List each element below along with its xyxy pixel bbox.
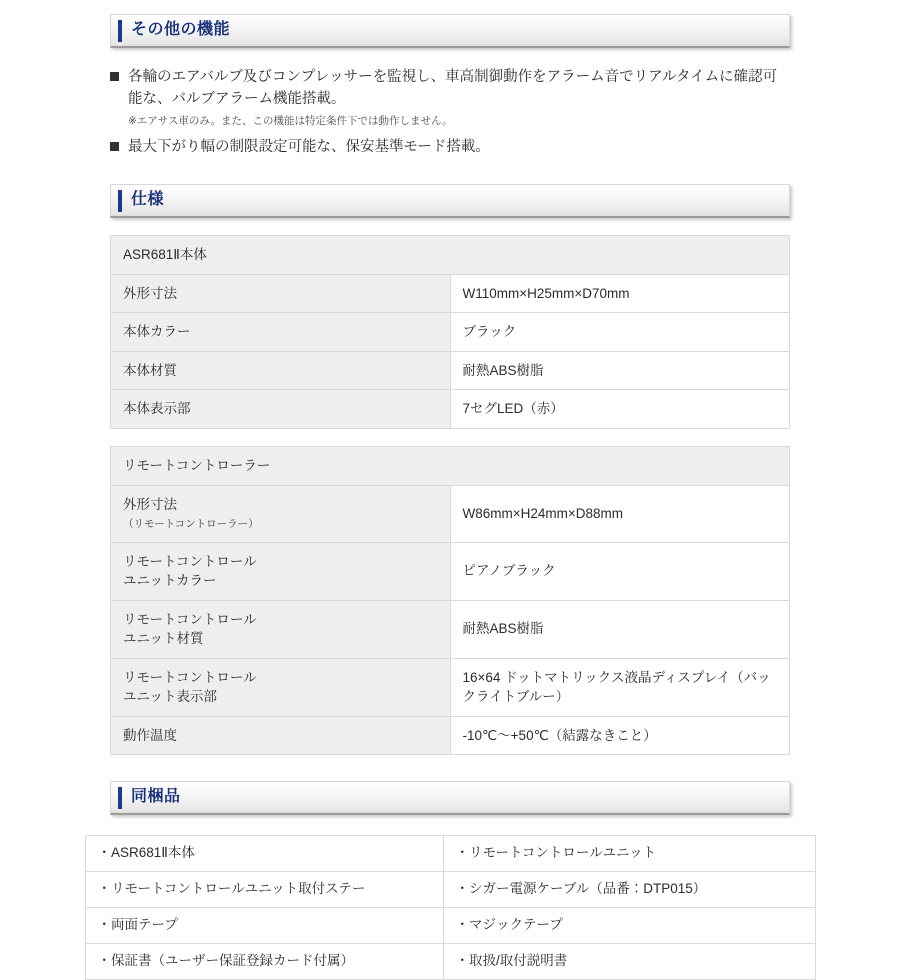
table-row bbox=[85, 944, 815, 980]
table-row bbox=[111, 485, 790, 542]
row-label: リモートコントロール ユニットカラー bbox=[111, 542, 451, 600]
feature-text: 最大下がり幅の制限設定可能な、保安基準モード搭載。 bbox=[128, 138, 490, 155]
row-label: 外形寸法 bbox=[111, 274, 451, 313]
accent-bar-icon bbox=[118, 190, 122, 212]
row-value: 16×64 ドットマトリックス液晶ディスプレイ（バックライトブルー） bbox=[450, 658, 790, 716]
included-items-table bbox=[85, 835, 816, 980]
square-bullet-icon bbox=[110, 142, 119, 151]
row-label bbox=[111, 485, 451, 542]
item-cell: ・ASR681Ⅱ本体 bbox=[85, 836, 443, 872]
feature-text: 各輪のエアバルブ及びコンプレッサーを監視し、車高制御動作をアラーム音でリアルタイムに確認可能な、バルブアラーム機能搭載。 bbox=[128, 69, 778, 108]
feature-note: ※エアサス車のみ。また、この機能は特定条件下では動作しません。 bbox=[128, 114, 453, 127]
spec-table-main-unit bbox=[110, 235, 790, 429]
square-bullet-icon bbox=[110, 72, 119, 81]
item-cell: ・シガー電源ケーブル（品番：DTP015） bbox=[443, 872, 815, 908]
table-row bbox=[111, 274, 790, 313]
table-row bbox=[85, 908, 815, 944]
feature-body bbox=[128, 136, 790, 158]
row-label: リモートコントロール ユニット材質 bbox=[111, 600, 451, 658]
table-row bbox=[111, 313, 790, 352]
row-value: 耐熱ABS樹脂 bbox=[450, 600, 790, 658]
item-cell: ・リモートコントロールユニット取付ステー bbox=[85, 872, 443, 908]
row-label: 動作温度 bbox=[111, 716, 451, 755]
item-cell: ・取扱/取付説明書 bbox=[443, 944, 815, 980]
accent-bar-icon bbox=[118, 787, 122, 809]
section-spacer bbox=[0, 755, 900, 781]
feature-item bbox=[110, 66, 790, 130]
table-row bbox=[85, 872, 815, 908]
row-value: -10℃〜+50℃（結露なきこと） bbox=[450, 716, 790, 755]
row-value: 7セグLED（赤） bbox=[450, 390, 790, 429]
section-title-included-items: 同梱品 bbox=[131, 788, 181, 806]
row-label-sub: （リモートコントローラー） bbox=[123, 517, 259, 530]
item-cell: ・リモートコントロールユニット bbox=[443, 836, 815, 872]
accent-bar-icon bbox=[118, 20, 122, 42]
feature-body bbox=[128, 66, 790, 130]
item-cell: ・マジックテープ bbox=[443, 908, 815, 944]
row-label: 本体表示部 bbox=[111, 390, 451, 429]
row-value: ピアノブラック bbox=[450, 542, 790, 600]
row-value: W110mm×H25mm×D70mm bbox=[450, 274, 790, 313]
section-title-specifications: 仕様 bbox=[131, 191, 165, 209]
table-row bbox=[111, 390, 790, 429]
group-label: リモートコントローラー bbox=[111, 446, 790, 485]
table-row bbox=[111, 658, 790, 716]
table-row-group bbox=[111, 446, 790, 485]
item-cell: ・保証書（ユーザー保証登録カード付属） bbox=[85, 944, 443, 980]
section-spacer bbox=[0, 164, 900, 184]
row-value: ブラック bbox=[450, 313, 790, 352]
group-label: ASR681Ⅱ本体 bbox=[111, 236, 790, 275]
row-label: 本体材質 bbox=[111, 351, 451, 390]
feature-list bbox=[110, 66, 790, 158]
spec-table-remote-controller bbox=[110, 446, 790, 756]
row-label: 本体カラー bbox=[111, 313, 451, 352]
section-header-included-items bbox=[110, 781, 790, 815]
feature-item bbox=[110, 136, 790, 158]
table-row bbox=[111, 542, 790, 600]
row-value: W86mm×H24mm×D88mm bbox=[450, 485, 790, 542]
section-title-other-features: その他の機能 bbox=[131, 21, 231, 38]
table-row bbox=[111, 600, 790, 658]
table-row-group bbox=[111, 236, 790, 275]
table-row bbox=[111, 716, 790, 755]
top-spacer bbox=[0, 0, 900, 14]
row-label: リモートコントロール ユニット表示部 bbox=[111, 658, 451, 716]
table-row bbox=[111, 351, 790, 390]
section-header-specifications bbox=[110, 184, 790, 218]
row-label-main: 外形寸法 bbox=[123, 497, 177, 513]
row-value: 耐熱ABS樹脂 bbox=[450, 351, 790, 390]
section-header-other-features bbox=[110, 14, 790, 48]
table-row bbox=[85, 836, 815, 872]
item-cell: ・両面テープ bbox=[85, 908, 443, 944]
